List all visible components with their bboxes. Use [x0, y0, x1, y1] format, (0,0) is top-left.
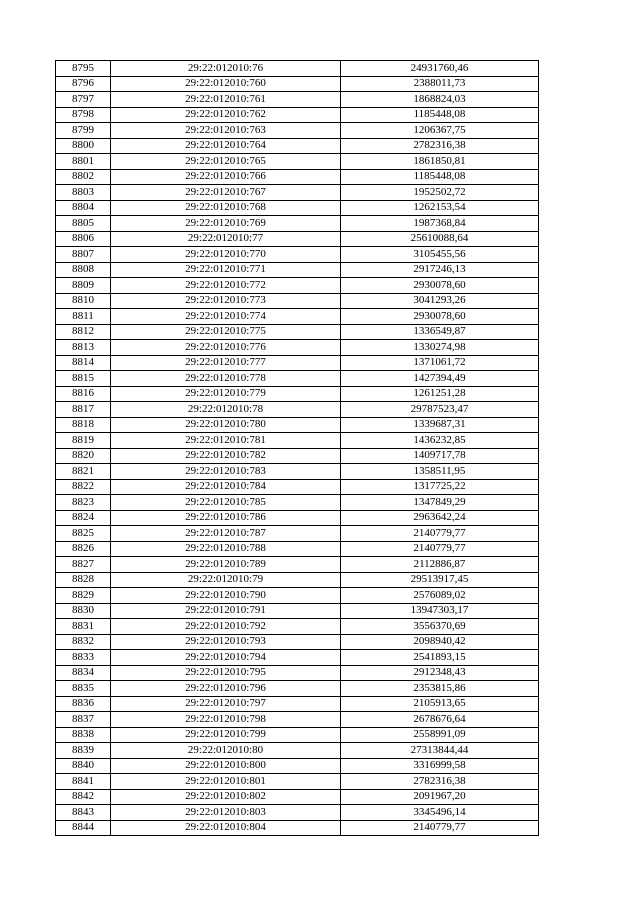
cadastral-number-cell: 29:22:012010:775: [111, 324, 341, 340]
cadastral-value-cell: 1427394,49: [341, 371, 539, 387]
cadastral-value-cell: 2963642,24: [341, 510, 539, 526]
row-number-cell: 8844: [56, 820, 111, 836]
cadastral-value-cell: 3041293,26: [341, 293, 539, 309]
table-row: [56, 216, 539, 232]
cadastral-number-cell: 29:22:012010:792: [111, 619, 341, 635]
table-row: [56, 526, 539, 542]
cadastral-value-cell: 2140779,77: [341, 526, 539, 542]
cadastral-number-cell: 29:22:012010:779: [111, 386, 341, 402]
cadastral-value-cell: 2541893,15: [341, 650, 539, 666]
row-number-cell: 8809: [56, 278, 111, 294]
table-row: [56, 61, 539, 77]
cadastral-value-cell: 2105913,65: [341, 696, 539, 712]
row-number-cell: 8835: [56, 681, 111, 697]
cadastral-value-cell: 3105455,56: [341, 247, 539, 263]
table-row: [56, 712, 539, 728]
cadastral-number-cell: 29:22:012010:763: [111, 123, 341, 139]
cadastral-value-cell: 2912348,43: [341, 665, 539, 681]
row-number-cell: 8830: [56, 603, 111, 619]
table-row: [56, 650, 539, 666]
cadastral-number-cell: 29:22:012010:801: [111, 774, 341, 790]
cadastral-number-cell: 29:22:012010:781: [111, 433, 341, 449]
row-number-cell: 8811: [56, 309, 111, 325]
table-row: [56, 123, 539, 139]
row-number-cell: 8800: [56, 138, 111, 154]
row-number-cell: 8804: [56, 200, 111, 216]
table-row: [56, 309, 539, 325]
cadastral-value-cell: 2140779,77: [341, 820, 539, 836]
cadastral-value-cell: 1185448,08: [341, 107, 539, 123]
cadastral-number-cell: 29:22:012010:776: [111, 340, 341, 356]
row-number-cell: 8832: [56, 634, 111, 650]
table-row: [56, 293, 539, 309]
cadastral-value-cell: 27313844,44: [341, 743, 539, 759]
cadastral-value-cell: 1336549,87: [341, 324, 539, 340]
row-number-cell: 8807: [56, 247, 111, 263]
row-number-cell: 8831: [56, 619, 111, 635]
cadastral-value-cell: 25610088,64: [341, 231, 539, 247]
table-row: [56, 371, 539, 387]
cadastral-value-cell: 1262153,54: [341, 200, 539, 216]
row-number-cell: 8819: [56, 433, 111, 449]
cadastral-number-cell: 29:22:012010:772: [111, 278, 341, 294]
table-row: [56, 185, 539, 201]
cadastral-number-cell: 29:22:012010:786: [111, 510, 341, 526]
table-row: [56, 479, 539, 495]
row-number-cell: 8796: [56, 76, 111, 92]
cadastral-number-cell: 29:22:012010:799: [111, 727, 341, 743]
table-row: [56, 805, 539, 821]
cadastral-number-cell: 29:22:012010:773: [111, 293, 341, 309]
cadastral-number-cell: 29:22:012010:778: [111, 371, 341, 387]
row-number-cell: 8801: [56, 154, 111, 170]
cadastral-value-cell: 2782316,38: [341, 774, 539, 790]
cadastral-number-cell: 29:22:012010:793: [111, 634, 341, 650]
cadastral-number-cell: 29:22:012010:767: [111, 185, 341, 201]
cadastral-value-cell: 2782316,38: [341, 138, 539, 154]
cadastral-number-cell: 29:22:012010:770: [111, 247, 341, 263]
cadastral-number-cell: 29:22:012010:798: [111, 712, 341, 728]
cadastral-value-cell: 1261251,28: [341, 386, 539, 402]
table-row: [56, 464, 539, 480]
table-row: [56, 324, 539, 340]
cadastral-value-cell: 2091967,20: [341, 789, 539, 805]
row-number-cell: 8797: [56, 92, 111, 108]
cadastral-value-cell: 24931760,46: [341, 61, 539, 77]
cadastral-number-cell: 29:22:012010:771: [111, 262, 341, 278]
row-number-cell: 8828: [56, 572, 111, 588]
cadastral-value-cell: 1868824,03: [341, 92, 539, 108]
cadastral-number-cell: 29:22:012010:764: [111, 138, 341, 154]
cadastral-value-cell: 29787523,47: [341, 402, 539, 418]
cadastral-number-cell: 29:22:012010:777: [111, 355, 341, 371]
cadastral-number-cell: 29:22:012010:78: [111, 402, 341, 418]
table-row: [56, 557, 539, 573]
cadastral-number-cell: 29:22:012010:765: [111, 154, 341, 170]
row-number-cell: 8810: [56, 293, 111, 309]
cadastral-number-cell: 29:22:012010:785: [111, 495, 341, 511]
cadastral-value-cell: 1206367,75: [341, 123, 539, 139]
cadastral-value-cell: 29513917,45: [341, 572, 539, 588]
table-row: [56, 743, 539, 759]
cadastral-value-cell: 1409717,78: [341, 448, 539, 464]
row-number-cell: 8839: [56, 743, 111, 759]
row-number-cell: 8821: [56, 464, 111, 480]
cadastral-value-cell: 3556370,69: [341, 619, 539, 635]
cadastral-number-cell: 29:22:012010:804: [111, 820, 341, 836]
table-row: [56, 138, 539, 154]
cadastral-number-cell: 29:22:012010:803: [111, 805, 341, 821]
cadastral-number-cell: 29:22:012010:783: [111, 464, 341, 480]
cadastral-number-cell: 29:22:012010:790: [111, 588, 341, 604]
cadastral-number-cell: 29:22:012010:787: [111, 526, 341, 542]
row-number-cell: 8815: [56, 371, 111, 387]
table-row: [56, 278, 539, 294]
cadastral-number-cell: 29:22:012010:797: [111, 696, 341, 712]
cadastral-value-cell: 2112886,87: [341, 557, 539, 573]
row-number-cell: 8795: [56, 61, 111, 77]
cadastral-value-cell: 13947303,17: [341, 603, 539, 619]
table-row: [56, 76, 539, 92]
table-row: [56, 603, 539, 619]
table-row: [56, 417, 539, 433]
cadastral-value-cell: 3316999,58: [341, 758, 539, 774]
cadastral-number-cell: 29:22:012010:784: [111, 479, 341, 495]
cadastral-number-cell: 29:22:012010:80: [111, 743, 341, 759]
table-row: [56, 386, 539, 402]
table-row: [56, 541, 539, 557]
table-row: [56, 231, 539, 247]
table-row: [56, 107, 539, 123]
row-number-cell: 8824: [56, 510, 111, 526]
cadastral-number-cell: 29:22:012010:780: [111, 417, 341, 433]
cadastral-number-cell: 29:22:012010:761: [111, 92, 341, 108]
table-row: [56, 727, 539, 743]
row-number-cell: 8799: [56, 123, 111, 139]
table-row: [56, 433, 539, 449]
cadastral-value-cell: 1861850,81: [341, 154, 539, 170]
cadastral-value-table: [55, 60, 539, 836]
table-row: [56, 402, 539, 418]
table-row: [56, 169, 539, 185]
row-number-cell: 8806: [56, 231, 111, 247]
cadastral-value-cell: 2353815,86: [341, 681, 539, 697]
cadastral-value-cell: 2930078,60: [341, 278, 539, 294]
row-number-cell: 8825: [56, 526, 111, 542]
table-row: [56, 154, 539, 170]
row-number-cell: 8814: [56, 355, 111, 371]
table-row: [56, 92, 539, 108]
row-number-cell: 8843: [56, 805, 111, 821]
row-number-cell: 8813: [56, 340, 111, 356]
cadastral-value-cell: 3345496,14: [341, 805, 539, 821]
cadastral-number-cell: 29:22:012010:794: [111, 650, 341, 666]
row-number-cell: 8842: [56, 789, 111, 805]
cadastral-value-cell: 1185448,08: [341, 169, 539, 185]
row-number-cell: 8802: [56, 169, 111, 185]
cadastral-number-cell: 29:22:012010:802: [111, 789, 341, 805]
row-number-cell: 8834: [56, 665, 111, 681]
row-number-cell: 8837: [56, 712, 111, 728]
cadastral-value-cell: 2678676,64: [341, 712, 539, 728]
table-row: [56, 634, 539, 650]
table-body: [56, 61, 539, 836]
table-row: [56, 789, 539, 805]
cadastral-value-cell: 1317725,22: [341, 479, 539, 495]
cadastral-number-cell: 29:22:012010:768: [111, 200, 341, 216]
row-number-cell: 8827: [56, 557, 111, 573]
cadastral-value-cell: 2098940,42: [341, 634, 539, 650]
table-row: [56, 774, 539, 790]
row-number-cell: 8817: [56, 402, 111, 418]
row-number-cell: 8820: [56, 448, 111, 464]
row-number-cell: 8826: [56, 541, 111, 557]
table-row: [56, 588, 539, 604]
cadastral-value-cell: 1347849,29: [341, 495, 539, 511]
cadastral-number-cell: 29:22:012010:789: [111, 557, 341, 573]
row-number-cell: 8818: [56, 417, 111, 433]
table-row: [56, 262, 539, 278]
table-row: [56, 448, 539, 464]
cadastral-number-cell: 29:22:012010:769: [111, 216, 341, 232]
row-number-cell: 8812: [56, 324, 111, 340]
cadastral-value-cell: 2140779,77: [341, 541, 539, 557]
cadastral-value-cell: 1436232,85: [341, 433, 539, 449]
cadastral-value-cell: 1339687,31: [341, 417, 539, 433]
cadastral-value-cell: 1987368,84: [341, 216, 539, 232]
table-row: [56, 247, 539, 263]
table-row: [56, 355, 539, 371]
cadastral-number-cell: 29:22:012010:77: [111, 231, 341, 247]
cadastral-value-cell: 2388011,73: [341, 76, 539, 92]
cadastral-number-cell: 29:22:012010:788: [111, 541, 341, 557]
row-number-cell: 8829: [56, 588, 111, 604]
table-row: [56, 758, 539, 774]
table-row: [56, 200, 539, 216]
row-number-cell: 8805: [56, 216, 111, 232]
row-number-cell: 8822: [56, 479, 111, 495]
row-number-cell: 8841: [56, 774, 111, 790]
row-number-cell: 8836: [56, 696, 111, 712]
cadastral-number-cell: 29:22:012010:774: [111, 309, 341, 325]
table-row: [56, 820, 539, 836]
cadastral-number-cell: 29:22:012010:760: [111, 76, 341, 92]
table-row: [56, 495, 539, 511]
cadastral-number-cell: 29:22:012010:800: [111, 758, 341, 774]
table-row: [56, 572, 539, 588]
table-row: [56, 665, 539, 681]
row-number-cell: 8840: [56, 758, 111, 774]
row-number-cell: 8838: [56, 727, 111, 743]
cadastral-number-cell: 29:22:012010:796: [111, 681, 341, 697]
cadastral-value-cell: 1952502,72: [341, 185, 539, 201]
cadastral-number-cell: 29:22:012010:782: [111, 448, 341, 464]
row-number-cell: 8808: [56, 262, 111, 278]
cadastral-value-cell: 2558991,09: [341, 727, 539, 743]
row-number-cell: 8803: [56, 185, 111, 201]
table-row: [56, 619, 539, 635]
table-row: [56, 681, 539, 697]
row-number-cell: 8798: [56, 107, 111, 123]
cadastral-value-cell: 1358511,95: [341, 464, 539, 480]
cadastral-number-cell: 29:22:012010:795: [111, 665, 341, 681]
cadastral-value-cell: 1371061,72: [341, 355, 539, 371]
cadastral-number-cell: 29:22:012010:76: [111, 61, 341, 77]
table-row: [56, 340, 539, 356]
cadastral-number-cell: 29:22:012010:791: [111, 603, 341, 619]
cadastral-number-cell: 29:22:012010:766: [111, 169, 341, 185]
cadastral-value-cell: 2930078,60: [341, 309, 539, 325]
cadastral-value-cell: 2917246,13: [341, 262, 539, 278]
cadastral-number-cell: 29:22:012010:79: [111, 572, 341, 588]
cadastral-value-cell: 1330274,98: [341, 340, 539, 356]
row-number-cell: 8823: [56, 495, 111, 511]
cadastral-number-cell: 29:22:012010:762: [111, 107, 341, 123]
table-row: [56, 510, 539, 526]
row-number-cell: 8816: [56, 386, 111, 402]
row-number-cell: 8833: [56, 650, 111, 666]
table-row: [56, 696, 539, 712]
cadastral-value-cell: 2576089,02: [341, 588, 539, 604]
